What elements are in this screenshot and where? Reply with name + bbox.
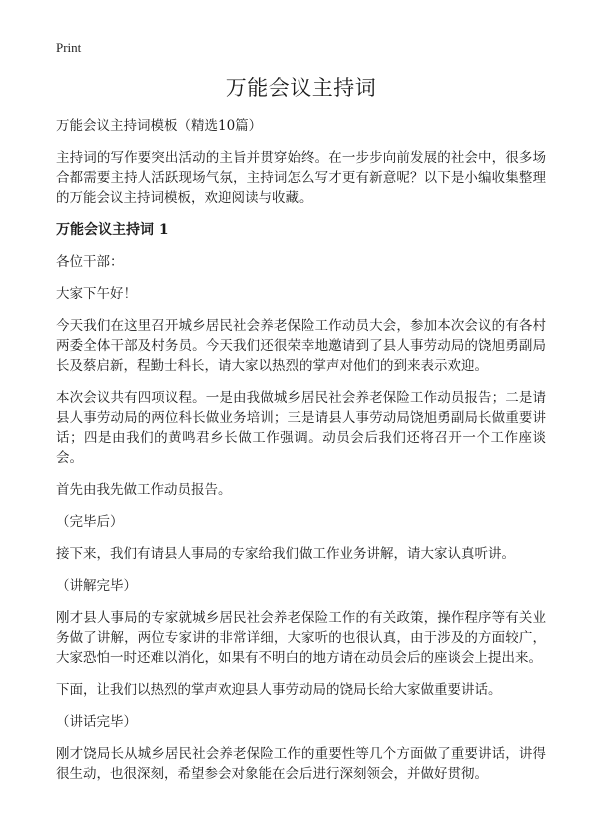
paragraph: 本次会议共有四项议程。一是由我做城乡居民社会养老保险工作动员报告；二是请县人事劳动局的两位科长做业务培训；三是请县人事劳动局饶旭勇副局长做重要讲话；四是由我们的黄鸣君乡长做工作强调。动员会后我们还将召开一个工作座谈会。	[56, 390, 546, 466]
paragraph: 首先由我先做工作动员报告。	[56, 482, 232, 498]
paragraph: 刚才县人事局的专家就城乡居民社会养老保险工作的有关政策，操作程序等有关业务做了讲解，两位专家讲的非常详细，大家听的也很认真，由于涉及的方面较广，大家恐怕一时还难以消化，如果有不明白的地方请在动员会后的座谈会上提出来。	[56, 610, 546, 666]
paragraph: 大家下午好！	[56, 286, 137, 302]
page-title: 万能会议主持词	[225, 76, 377, 100]
intro-paragraph: 主持词的写作要突出活动的主旨并贯穿始终。在一步步向前发展的社会中，很多场合都需要主持人活跃现场气氛，主持词怎么写才更有新意呢？以下是小编收集整理的万能会议主持词模板，欢迎阅读与收藏。	[56, 150, 546, 206]
paragraph: （讲话完毕）	[56, 714, 137, 730]
document-page	[56, 40, 546, 796]
paragraph: 各位干部：	[56, 254, 124, 270]
paragraph: 今天我们在这里召开城乡居民社会养老保险工作动员大会，参加本次会议的有各村两委全体干部及村务员。今天我们还很荣幸地邀请到了县人事劳动局的饶旭勇副局长及蔡启新，程勤士科长，请大家以热烈的掌声对他们的到来表示欢迎。	[56, 318, 546, 374]
paragraph: 接下来，我们有请县人事局的专家给我们做工作业务讲解，请大家认真听讲。	[56, 546, 515, 562]
paragraph: 刚才饶局长从城乡居民社会养老保险工作的重要性等几个方面做了重要讲话，讲得很生动，也很深刻，希望参会对象能在会后进行深刻领会，并做好贯彻。	[56, 746, 546, 782]
section-heading: 万能会议主持词 1	[56, 222, 169, 238]
paragraph: （完毕后）	[56, 514, 124, 530]
paragraph: （讲解完毕）	[56, 578, 137, 594]
paragraph: 下面，让我们以热烈的掌声欢迎县人事劳动局的饶局长给大家做重要讲话。	[56, 682, 502, 698]
print-link[interactable]: Print	[56, 40, 82, 55]
document-subtitle: 万能会议主持词模板（精选10篇）	[56, 118, 263, 134]
